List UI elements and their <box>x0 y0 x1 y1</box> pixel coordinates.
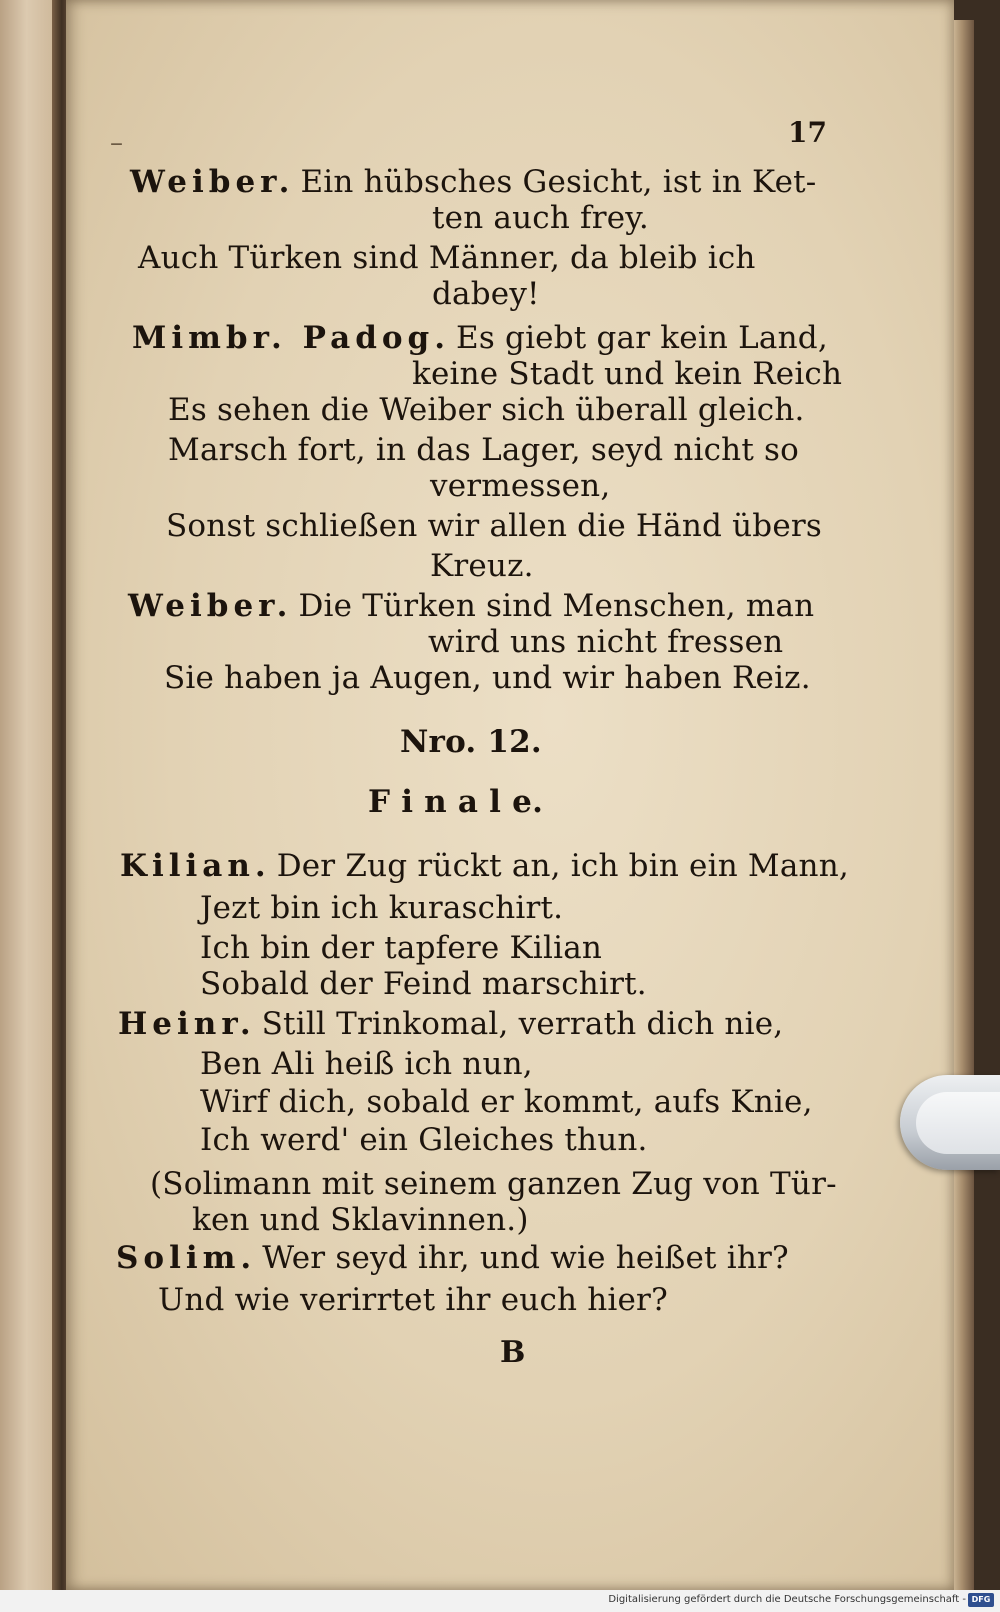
speaker-name: Weiber. <box>128 588 293 624</box>
text-line <box>130 164 816 200</box>
speaker-name: Kilian. <box>120 848 271 884</box>
text-line <box>116 1240 789 1276</box>
line-text: Ein hübsches Gesicht, ist in Ket- <box>300 164 817 200</box>
text-line <box>168 392 805 428</box>
text-line <box>132 320 828 356</box>
line-text: Wirf dich, sobald er kommt, aufs Knie, <box>200 1084 813 1120</box>
line-text: Es giebt gar kein Land, <box>456 320 828 356</box>
line-text: Ich bin der tapfere Kilian <box>200 930 603 966</box>
speaker-name: Solim. <box>116 1240 257 1276</box>
page-number: 17 <box>788 116 827 149</box>
line-text: Sobald der Feind marschirt. <box>200 966 647 1002</box>
text-line <box>150 1166 837 1202</box>
text-line <box>430 468 610 504</box>
dfg-logo: DFG <box>968 1593 994 1607</box>
line-text: Sie haben ja Augen, und wir haben Reiz. <box>164 660 811 696</box>
speaker-name: Mimbr. Padog. <box>132 320 451 356</box>
speaker-name: Weiber. <box>130 164 295 200</box>
line-text: Jezt bin ich kuraschirt. <box>200 890 564 926</box>
text-line <box>200 890 563 926</box>
line-text: Still Trinkomal, verrath dich nie, <box>261 1006 784 1042</box>
line-text: Die Türken sind Menschen, man <box>298 588 815 624</box>
line-text: Kreuz. <box>430 548 534 584</box>
text-line <box>412 356 842 392</box>
line-text: dabey! <box>432 276 540 312</box>
line-text: Sonst schließen wir allen die Händ übers <box>166 508 822 544</box>
page-stack-edge <box>954 20 974 1590</box>
text-line <box>368 784 543 820</box>
line-text: wird uns nicht fressen <box>428 624 784 660</box>
text-line <box>200 1046 533 1082</box>
text-line <box>158 1282 668 1318</box>
line-text: F i n a l e. <box>368 784 544 820</box>
text-line <box>118 1006 783 1042</box>
text-line <box>200 1084 813 1120</box>
catchword: B <box>500 1335 526 1370</box>
line-text: Und wie verirrtet ihr euch hier? <box>158 1282 668 1318</box>
bookmark-clip-highlight <box>916 1092 1000 1154</box>
line-text: ten auch frey. <box>432 200 649 236</box>
line-text: Marsch fort, in das Lager, seyd nicht so <box>168 432 800 468</box>
text-line <box>200 1122 648 1158</box>
line-text: Wer seyd ihr, und wie heißet ihr? <box>262 1240 789 1276</box>
text-line <box>200 966 647 1002</box>
speaker-name: Heinr. <box>118 1006 256 1042</box>
text-line <box>166 508 822 544</box>
line-text: Es sehen die Weiber sich überall gleich. <box>168 392 805 428</box>
text-line <box>164 660 811 696</box>
text-line <box>200 930 602 966</box>
line-text: vermessen, <box>430 468 611 504</box>
text-line <box>400 724 542 760</box>
line-text: (Solimann mit seinem ganzen Zug von Tür- <box>150 1166 837 1202</box>
text-line <box>192 1202 529 1238</box>
margin-mark: – <box>110 128 123 158</box>
text-line <box>138 240 756 276</box>
text-line <box>168 432 799 468</box>
line-text: ken und Sklavinnen.) <box>192 1202 529 1238</box>
footer-credit: Digitalisierung gefördert durch die Deutsche Forschungsgemeinschaft - <box>608 1594 966 1605</box>
line-text: Der Zug rückt an, ich bin ein Mann, <box>276 848 849 884</box>
line-text: Ben Ali heiß ich nun, <box>200 1046 533 1082</box>
line-text: Nro. 12. <box>400 724 542 760</box>
text-line <box>432 200 649 236</box>
text-line <box>428 624 783 660</box>
text-line <box>128 588 814 624</box>
line-text: keine Stadt und kein Reich <box>412 356 843 392</box>
line-text: Ich werd' ein Gleiches thun. <box>200 1122 648 1158</box>
text-line <box>432 276 540 312</box>
line-text: Auch Türken sind Männer, da bleib ich <box>138 240 756 276</box>
text-line <box>120 848 849 884</box>
text-line <box>430 548 534 584</box>
